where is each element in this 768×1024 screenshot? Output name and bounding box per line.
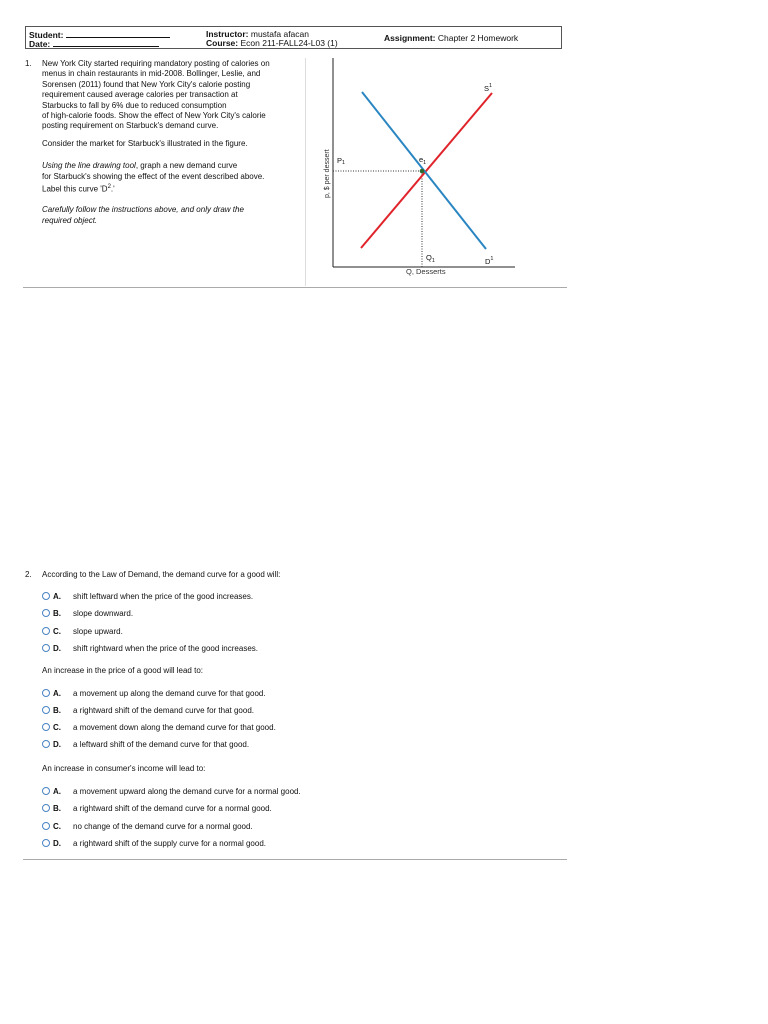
price-label: P bbox=[337, 156, 343, 165]
demand-label: D bbox=[485, 257, 491, 266]
radio-button[interactable] bbox=[42, 592, 50, 600]
y-axis-label: p, $ per dessert bbox=[324, 149, 331, 198]
option-text: a rightward shift of the supply curve for a normal good. bbox=[73, 839, 266, 848]
date-blank bbox=[53, 38, 159, 47]
line-drawing-tool-text: Using the line drawing tool bbox=[42, 161, 136, 171]
radio-button[interactable] bbox=[42, 609, 50, 617]
price-sub: 1 bbox=[342, 160, 346, 166]
option-letter: B. bbox=[53, 706, 61, 715]
instruction-line-2: for Starbuck's showing the effect of the event described above. bbox=[42, 171, 265, 181]
option-text: shift rightward when the price of the good increases. bbox=[73, 644, 258, 653]
question-1-bottom-rule bbox=[23, 287, 567, 288]
careful-note bbox=[42, 205, 304, 226]
option-text: a movement up along the demand curve for that good. bbox=[73, 689, 266, 698]
option-letter: A. bbox=[53, 592, 61, 601]
consider-text: Consider the market for Starbuck's illustrated in the figure. bbox=[42, 138, 248, 148]
drawing-instruction bbox=[42, 161, 304, 195]
option-letter: B. bbox=[53, 804, 61, 813]
prompt-line: posting requirement on Starbuck's demand curve. bbox=[42, 121, 219, 131]
question-1-number: 1. bbox=[25, 59, 32, 68]
date-label: Date: bbox=[29, 39, 51, 49]
radio-button[interactable] bbox=[42, 787, 50, 795]
radio-button[interactable] bbox=[42, 627, 50, 635]
option-letter: D. bbox=[53, 740, 61, 749]
radio-button[interactable] bbox=[42, 723, 50, 731]
instruction-line-3-post: .' bbox=[110, 184, 115, 194]
supply-label: S bbox=[484, 84, 490, 93]
quantity-label: Q bbox=[426, 253, 432, 262]
option-letter: A. bbox=[53, 689, 61, 698]
instructor-label: Instructor: bbox=[206, 29, 249, 39]
radio-button[interactable] bbox=[42, 839, 50, 847]
assignment-label: Assignment: bbox=[384, 33, 436, 43]
demand-d1-label bbox=[485, 256, 493, 266]
option-text: slope upward. bbox=[73, 627, 123, 636]
student-label: Student: bbox=[29, 30, 64, 40]
option-letter: D. bbox=[53, 644, 61, 653]
assignment-value: Chapter 2 Homework bbox=[437, 33, 519, 43]
option-text: no change of the demand curve for a normal good. bbox=[73, 822, 253, 831]
option-text: slope downward. bbox=[73, 609, 134, 618]
option-text: a rightward shift of the demand curve for a normal good. bbox=[73, 804, 272, 813]
radio-button[interactable] bbox=[42, 804, 50, 812]
option-text: a movement down along the demand curve for that good. bbox=[73, 723, 276, 732]
demand-sup: 1 bbox=[490, 256, 494, 262]
prompt-line: menus in chain restaurants in mid-2008. Bollinger, Leslie, and bbox=[42, 69, 261, 79]
radio-button[interactable] bbox=[42, 644, 50, 652]
question-2-number: 2. bbox=[25, 570, 32, 579]
supply-sup: 1 bbox=[489, 83, 493, 89]
price-p1-label bbox=[337, 156, 345, 166]
radio-button[interactable] bbox=[42, 822, 50, 830]
equilibrium-label: e bbox=[419, 155, 424, 164]
option-letter: A. bbox=[53, 787, 61, 796]
option-text: shift leftward when the price of the good increases. bbox=[73, 592, 254, 601]
option-letter: C. bbox=[53, 723, 61, 732]
careful-line-1: Carefully follow the instructions above, and only draw the bbox=[42, 205, 244, 215]
option-letter: C. bbox=[53, 627, 61, 636]
option-text: a leftward shift of the demand curve for that good. bbox=[73, 740, 250, 749]
student-blank bbox=[66, 29, 170, 38]
option-text: a rightward shift of the demand curve for that good. bbox=[73, 706, 254, 715]
supply-s1-label bbox=[484, 83, 492, 93]
radio-button[interactable] bbox=[42, 740, 50, 748]
prompt-line: of high-calorie foods. Show the effect of New York City's calorie bbox=[42, 111, 266, 121]
course-field bbox=[206, 38, 338, 48]
question-2-part-2-prompt: An increase in the price of a good will lead to: bbox=[42, 666, 203, 675]
prompt-line: New York City started requiring mandatory posting of calories on bbox=[42, 59, 270, 68]
careful-line-2: required object. bbox=[42, 215, 98, 225]
radio-button[interactable] bbox=[42, 706, 50, 714]
instruction-rest: , graph a new demand curve bbox=[135, 161, 238, 171]
instruction-line-3-pre: Label this curve 'D bbox=[42, 184, 108, 194]
prompt-line: Sorensen (2011) found that New York City's calorie posting bbox=[42, 79, 251, 89]
question-2-bottom-rule bbox=[23, 859, 567, 860]
instructor-value: mustafa afacan bbox=[250, 29, 309, 39]
equilibrium-sub: 1 bbox=[423, 160, 427, 166]
column-divider bbox=[305, 58, 306, 286]
prompt-line: requirement caused average calories per transaction at bbox=[42, 90, 238, 100]
x-axis-label: Q, Desserts bbox=[406, 267, 446, 276]
assignment-header bbox=[25, 26, 562, 49]
option-letter: C. bbox=[53, 822, 61, 831]
quantity-q1-label bbox=[426, 253, 435, 264]
option-letter: B. bbox=[53, 609, 61, 618]
equilibrium-point bbox=[420, 169, 425, 174]
option-letter: D. bbox=[53, 839, 61, 848]
quantity-sub: 1 bbox=[431, 258, 435, 264]
option-text: a movement upward along the demand curve for a normal good. bbox=[73, 787, 301, 796]
prompt-line: Starbucks to fall by 6% due to reduced consumption bbox=[42, 100, 227, 110]
course-value: Econ 211-FALL24-L03 (1) bbox=[240, 38, 338, 48]
assignment-field bbox=[384, 33, 518, 43]
question-2-part-3-prompt: An increase in consumer's income will lead to: bbox=[42, 764, 206, 773]
question-2-part-1-prompt: According to the Law of Demand, the demand curve for a good will: bbox=[42, 570, 281, 579]
course-label: Course: bbox=[206, 38, 239, 48]
radio-button[interactable] bbox=[42, 689, 50, 697]
instruction-superscript: 2 bbox=[107, 184, 111, 191]
date-field bbox=[29, 38, 159, 49]
supply-demand-graph bbox=[316, 56, 516, 280]
question-1-prompt bbox=[42, 59, 304, 132]
